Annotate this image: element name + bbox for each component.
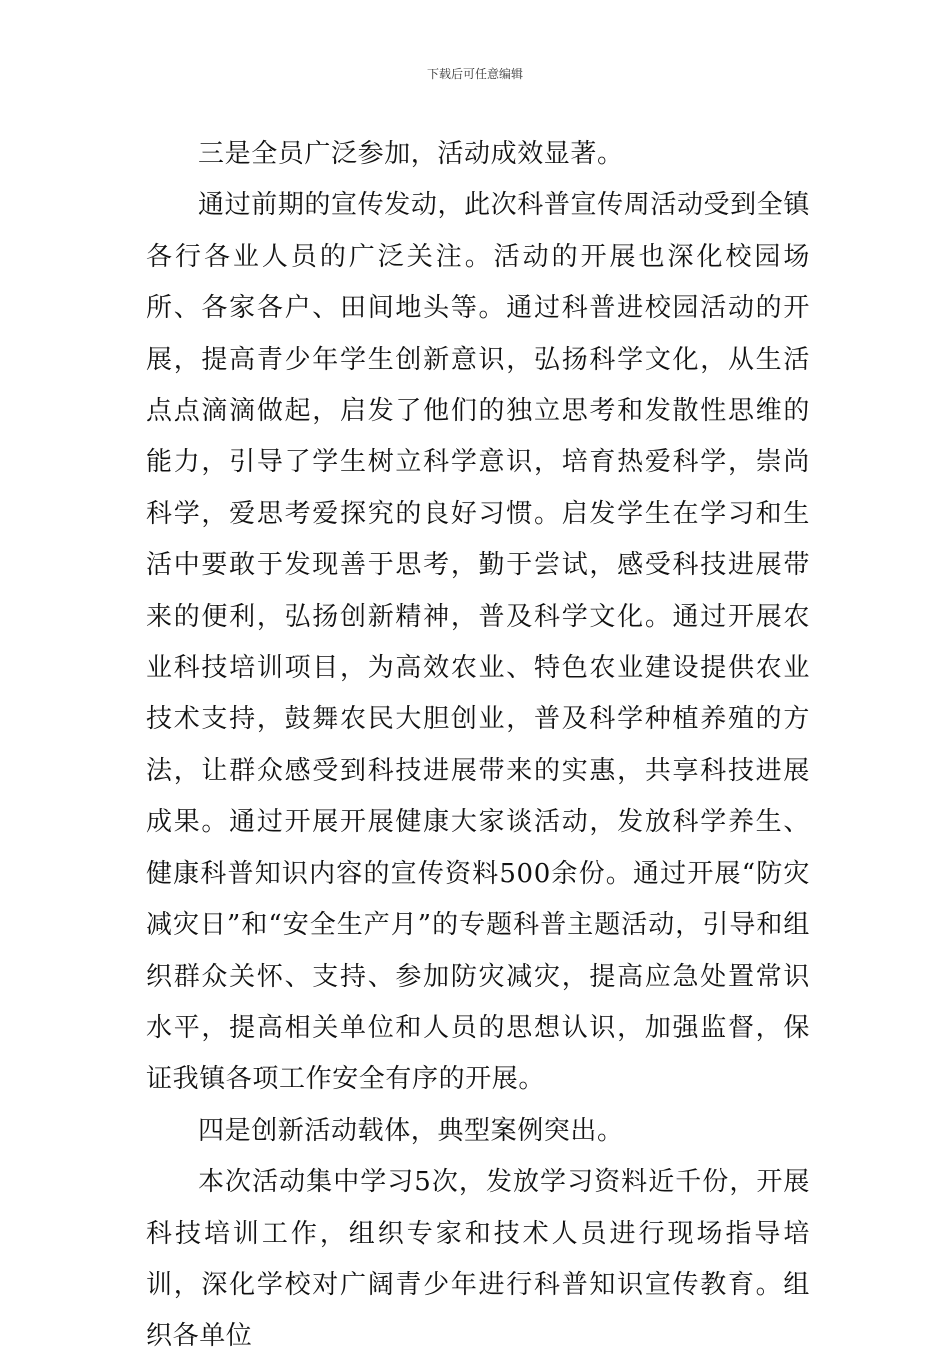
page-header: 下载后可任意编辑 [426, 67, 523, 81]
paragraph-body-2: 本次活动集中学习5次，发放学习资料近千份，开展科技培训工作，组织专家和技术人员进行现场指导培训，深化学校对广阔青少年进行科普知识宣传教育。组织各单位 [146, 1167, 810, 1352]
paragraph-heading-4: 四是创新活动载体，典型案例突出。 [198, 1115, 624, 1146]
paragraph-body-1: 通过前期的宣传发动，此次科普宣传周活动受到全镇各行各业人员的广泛关注。活动的开展也深化校园场所、各家各户、田间地头等。通过科普进校园活动的开展，提高青少年学生创新意识，弘扬科学文化，从生活点点滴滴做起，启发了他们的独立思考和发散性思维的能力，引导了学生树立科学意识，培育热爱科学，崇尚科学，爱思考爱探究的良好习惯。启发学生在学习和生活中要敢于发现善于思考，勤于尝试，感受科技进展带来的便利，弘扬创新精神，普及科学文化。通过开展农业科技培训项目，为高效农业、特色农业建设提供农业技术支持，鼓舞农民大胆创业，普及科学种植养殖的方法，让群众感受到科技进展带来的实惠，共享科技进展成果。通过开展开展健康大家谈活动，发放科学养生、健康科普知识内容的宣传资料500余份。通过开展“防灾减灾日”和“安全生产月”的专题科普主题活动，引导和组织群众关怀、支持、参加防灾减灾，提高应急处置常识水平，提高相关单位和人员的思想认识，加强监督，保证我镇各项工作安全有序的开展。 [146, 190, 810, 1095]
paragraph-heading-3: 三是全员广泛参加，活动成效显著。 [198, 139, 624, 169]
document-body [146, 129, 810, 1363]
